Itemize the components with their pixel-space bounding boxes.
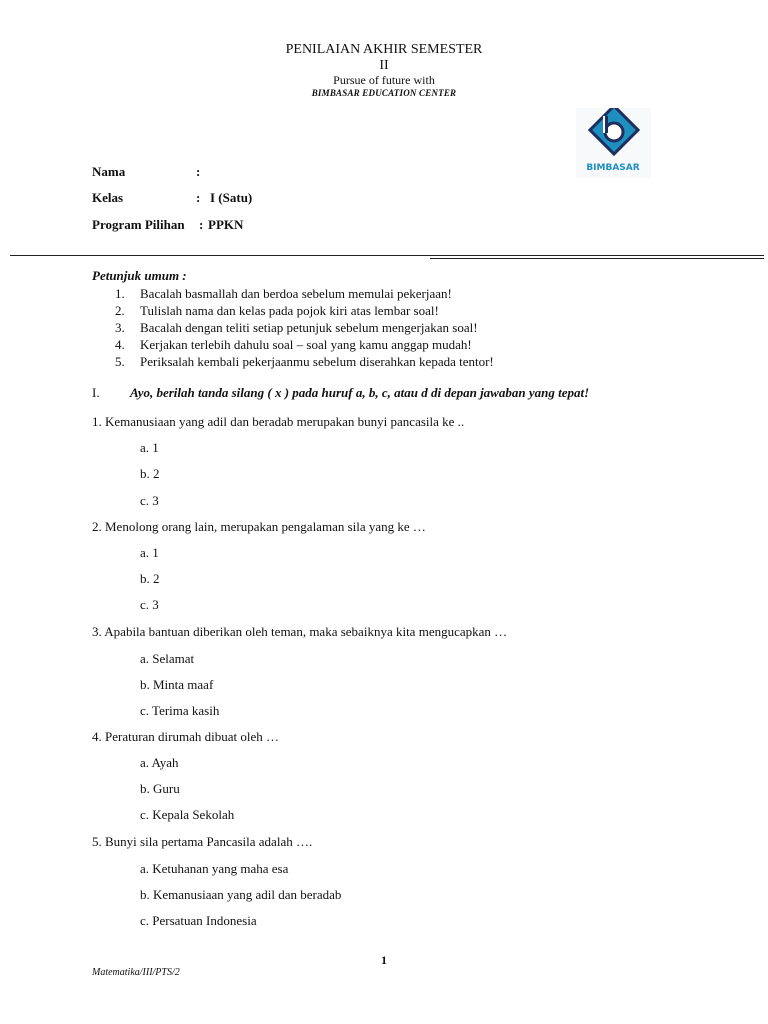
education-center-name: BIMBASAR EDUCATION CENTER xyxy=(311,88,457,98)
answer-option: a. Ayah xyxy=(140,755,179,770)
instruction-number: 3. xyxy=(115,320,125,335)
answer-option: b. 2 xyxy=(140,571,160,586)
page-number: 1 xyxy=(381,953,387,967)
instructions-title: Petunjuk umum : xyxy=(92,268,187,283)
answer-option: c. Terima kasih xyxy=(140,703,220,718)
program-label: Program Pilihan xyxy=(92,217,185,232)
answer-option: c. 3 xyxy=(140,493,159,508)
document-title: PENILAIAN AKHIR SEMESTER xyxy=(285,42,483,57)
class-label: Kelas xyxy=(92,190,124,205)
header-divider-secondary xyxy=(430,258,764,259)
instruction-text: Kerjakan terlebih dahulu soal – soal yang kamu anggap mudah! xyxy=(140,337,472,352)
question-text: 4. Peraturan dirumah dibuat oleh … xyxy=(92,729,280,744)
instruction-text: Bacalah basmallah dan berdoa sebelum memulai pekerjaan! xyxy=(140,286,452,301)
section-number: I. xyxy=(92,385,100,400)
instruction-number: 2. xyxy=(115,303,125,318)
answer-option: a. Selamat xyxy=(140,651,195,666)
answer-option: a. 1 xyxy=(140,440,159,455)
header-subtitle: Pursue of future with xyxy=(333,73,435,87)
header-divider xyxy=(10,255,764,256)
instruction-text: Bacalah dengan teliti setiap petunjuk sebelum mengerjakan soal! xyxy=(140,320,478,335)
name-label: Nama xyxy=(92,164,126,179)
question-text: 2. Menolong orang lain, merupakan pengalaman sila yang ke … xyxy=(92,519,426,534)
answer-option: b. Guru xyxy=(140,781,180,796)
answer-option: a. Ketuhanan yang maha esa xyxy=(140,861,289,876)
section-instruction: Ayo, berilah tanda silang ( x ) pada huruf a, b, c, atau d di depan jawaban yang tepat! xyxy=(130,385,590,400)
question-text: 1. Kemanusiaan yang adil dan beradab merupakan bunyi pancasila ke .. xyxy=(92,414,465,429)
class-value: I (Satu) xyxy=(210,190,253,205)
answer-option: b. Kemanusiaan yang adil dan beradab xyxy=(140,887,342,902)
answer-option: c. 3 xyxy=(140,597,159,612)
instruction-number: 5. xyxy=(115,354,125,369)
question-text: 3. Apabila bantuan diberikan oleh teman, maka sebaiknya kita mengucapkan … xyxy=(92,624,508,639)
answer-option: a. 1 xyxy=(140,545,159,560)
instruction-text: Tulislah nama dan kelas pada pojok kiri atas lembar soal! xyxy=(140,303,439,318)
instruction-text: Periksalah kembali pekerjaanmu sebelum diserahkan kepada tentor! xyxy=(140,354,494,369)
answer-option: b. Minta maaf xyxy=(140,677,214,692)
instruction-number: 4. xyxy=(115,337,125,352)
bimbasar-logo xyxy=(576,108,651,178)
logo-text: BIMBASAR xyxy=(586,163,640,173)
answer-option: c. Persatuan Indonesia xyxy=(140,913,257,928)
class-separator: : xyxy=(196,190,201,205)
semester-number: II xyxy=(379,58,389,73)
name-separator: : xyxy=(196,164,201,179)
answer-option: c. Kepala Sekolah xyxy=(140,807,235,822)
footer-reference: Matematika/III/PTS/2 xyxy=(92,967,180,978)
program-separator: : xyxy=(199,217,204,232)
question-text: 5. Bunyi sila pertama Pancasila adalah …. xyxy=(92,834,313,849)
answer-option: b. 2 xyxy=(140,466,160,481)
program-value: PPKN xyxy=(208,217,244,232)
instruction-number: 1. xyxy=(115,286,125,301)
